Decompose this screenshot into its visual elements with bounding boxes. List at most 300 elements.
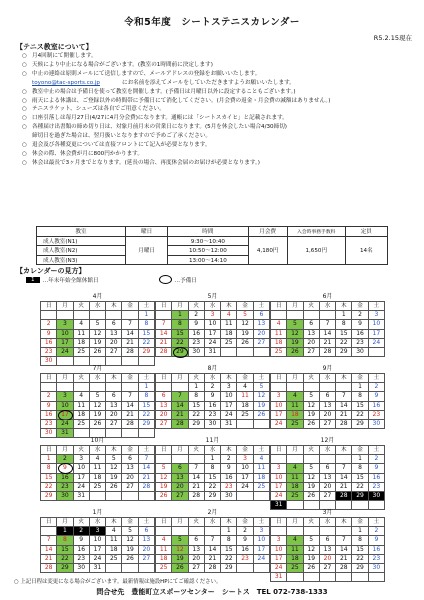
day-cell: 25 (156, 564, 172, 573)
day-cell: 21 (336, 483, 352, 492)
day-cell: 24 (74, 483, 90, 492)
empty-cell (287, 455, 303, 464)
day-cell: 18 (90, 474, 106, 483)
day-cell: 17 (271, 483, 287, 492)
month-calendar (155, 365, 270, 429)
day-cell: 26 (122, 555, 138, 564)
day-cell: 12 (254, 392, 270, 401)
day-cell: 7 (156, 320, 172, 329)
weekday-header: 木 (336, 446, 352, 455)
weekday-header: 土 (139, 518, 155, 527)
day-cell: 18 (254, 474, 270, 483)
day-cell: 16 (237, 546, 253, 555)
empty-cell (287, 311, 303, 320)
rule-text: 中止の連絡は原則メールにて送信しますので、メールアドレスの登録をお願いいたします。 (32, 70, 261, 77)
weekday-header: 月 (287, 446, 303, 455)
day-cell: 6 (156, 392, 172, 401)
day-cell: 15 (41, 474, 57, 483)
weekday-header: 火 (189, 302, 205, 311)
day-cell: 13 (320, 402, 336, 411)
day-cell: 27 (320, 492, 336, 501)
day-cell: 26 (90, 420, 106, 429)
day-cell: 13 (254, 320, 270, 329)
weekday-header: 月 (172, 374, 188, 383)
weekday-header: 土 (254, 302, 270, 311)
empty-cell (320, 527, 336, 536)
day-cell: 12 (304, 546, 320, 555)
day-cell: 16 (57, 474, 73, 483)
day-cell: 30 (221, 492, 237, 501)
rule-item (22, 150, 414, 159)
day-cell: 14 (336, 546, 352, 555)
day-cell: 27 (172, 492, 188, 501)
day-cell: 1 (139, 383, 155, 392)
day-cell: 7 (189, 464, 205, 473)
day-cell: 4 (106, 527, 122, 536)
day-cell: 18 (106, 546, 122, 555)
day-cell: 27 (106, 348, 122, 357)
day-cell: 22 (172, 339, 188, 348)
day-cell: 17 (57, 411, 73, 420)
day-cell: 10 (369, 320, 385, 329)
day-cell: 25 (287, 564, 303, 573)
day-cell: 29 (352, 420, 368, 429)
empty-cell (271, 527, 287, 536)
empty-cell (320, 311, 336, 320)
day-cell: 15 (205, 474, 221, 483)
day-cell: 25 (106, 555, 122, 564)
day-cell: 17 (90, 546, 106, 555)
day-cell: 23 (369, 483, 385, 492)
day-cell: 31 (57, 429, 73, 438)
day-cell: 8 (172, 320, 188, 329)
day-cell: 12 (122, 536, 138, 545)
empty-cell (320, 383, 336, 392)
weekday-header: 木 (221, 302, 237, 311)
day-cell: 17 (237, 474, 253, 483)
day-cell: 11 (156, 546, 172, 555)
month-title: 12月 (320, 437, 335, 444)
day-cell: 30 (369, 420, 385, 429)
footer-note: ○ 上記日程は変更になる場合がございます。最新情報は施設HPにてご確認ください。 (14, 579, 222, 585)
day-cell: 13 (156, 402, 172, 411)
day-cell: 14 (336, 402, 352, 411)
day-cell: 13 (189, 546, 205, 555)
month-calendar (270, 437, 385, 510)
rules-list (22, 52, 414, 168)
month-calendar (270, 365, 385, 429)
day-cell: 30 (57, 492, 73, 501)
day-cell: 6 (304, 320, 320, 329)
day-cell: 10 (57, 330, 73, 339)
empty-cell (106, 492, 122, 501)
day-cell: 22 (139, 339, 155, 348)
weekday-header: 火 (74, 518, 90, 527)
day-cell: 8 (205, 464, 221, 473)
day-cell: 16 (369, 474, 385, 483)
day-cell: 4 (156, 536, 172, 545)
weekday-header: 金 (237, 374, 253, 383)
day-cell: 1 (221, 527, 237, 536)
day-cell: 6 (320, 536, 336, 545)
day-cell: 30 (189, 348, 205, 357)
day-cell: 29 (205, 492, 221, 501)
day-cell: 5 (304, 392, 320, 401)
day-cell: 25 (287, 492, 303, 501)
empty-cell (336, 527, 352, 536)
day-cell: 20 (304, 339, 320, 348)
day-cell: 2 (205, 383, 221, 392)
empty-cell (320, 573, 336, 582)
day-cell: 19 (304, 555, 320, 564)
day-cell: 17 (205, 330, 221, 339)
page-title: 令和5年度 シートステニスカレンダー (124, 17, 300, 28)
weekday-header: 土 (369, 374, 385, 383)
day-cell: 29 (139, 348, 155, 357)
day-cell: 3 (221, 383, 237, 392)
day-cell: 11 (221, 320, 237, 329)
weekday-header: 金 (122, 446, 138, 455)
day-cell: 12 (172, 546, 188, 555)
day-cell: 27 (156, 420, 172, 429)
day-cell: 21 (336, 555, 352, 564)
month-calendar (270, 293, 385, 357)
day-cell: 4 (271, 320, 287, 329)
day-cell: 18 (74, 339, 90, 348)
fee-header-day: 曜日 (126, 227, 168, 237)
day-cell: 30 (41, 429, 57, 438)
day-cell: 30 (352, 348, 368, 357)
weekday-header: 水 (90, 374, 106, 383)
empty-cell (106, 383, 122, 392)
empty-cell (271, 311, 287, 320)
day-cell: 16 (189, 330, 205, 339)
rule-bullet: ○ (22, 53, 27, 59)
month-title: 8月 (207, 365, 218, 372)
school-heading: 【テニス教室について】 (16, 43, 93, 51)
day-cell: 9 (41, 402, 57, 411)
day-cell: 9 (369, 464, 385, 473)
closed-day-swatch: 1 (26, 277, 40, 283)
day-cell: 6 (139, 527, 155, 536)
empty-cell (122, 383, 138, 392)
rule-text: テニスラケット、シューズは各自でご用意ください。 (32, 106, 165, 113)
day-cell: 27 (320, 564, 336, 573)
day-cell: 28 (205, 564, 221, 573)
day-cell: 3 (90, 527, 106, 536)
weekday-header: 木 (221, 374, 237, 383)
rule-bullet: ○ (22, 70, 27, 77)
empty-cell (237, 564, 253, 573)
weekday-header: 金 (237, 518, 253, 527)
day-cell: 19 (237, 330, 253, 339)
empty-cell (287, 573, 303, 582)
rule-bullet: ○ (22, 142, 27, 149)
day-cell: 15 (336, 330, 352, 339)
day-cell: 12 (106, 464, 122, 473)
day-cell: 7 (336, 464, 352, 473)
rule-item (22, 132, 414, 141)
legend (26, 275, 197, 284)
weekday-header: 火 (74, 302, 90, 311)
fee-class: 成人教室(N3) (37, 255, 126, 265)
day-cell: 5 (287, 320, 303, 329)
rule-text: 口座引落しは毎月27日(4/27に4月分会費)になります。通帳には「シートスカイヒ」と記載されます。 (32, 115, 288, 122)
rule-item (22, 97, 414, 106)
empty-cell (122, 564, 138, 573)
day-cell: 8 (57, 536, 73, 545)
weekday-header: 金 (237, 302, 253, 311)
day-cell: 5 (156, 464, 172, 473)
weekday-header: 土 (369, 518, 385, 527)
day-cell: 28 (122, 420, 138, 429)
day-cell: 28 (41, 564, 57, 573)
empty-cell (41, 311, 57, 320)
day-cell: 21 (41, 555, 57, 564)
weekday-header: 土 (369, 302, 385, 311)
day-cell: 7 (122, 392, 138, 401)
day-cell: 8 (189, 392, 205, 401)
empty-cell (156, 455, 172, 464)
month-title: 5月 (207, 293, 218, 300)
day-cell: 9 (237, 536, 253, 545)
empty-cell (320, 455, 336, 464)
month-calendar (155, 293, 270, 357)
day-cell: 7 (122, 320, 138, 329)
fee-admission: 1,650円 (287, 236, 345, 265)
day-cell: 29 (352, 492, 368, 501)
day-cell: 1 (352, 527, 368, 536)
weekday-header: 金 (237, 446, 253, 455)
day-cell: 9 (369, 536, 385, 545)
day-cell: 12 (237, 320, 253, 329)
empty-cell (271, 455, 287, 464)
weekday-header: 木 (106, 302, 122, 311)
day-cell: 7 (336, 536, 352, 545)
day-cell: 23 (369, 411, 385, 420)
day-cell: 21 (336, 411, 352, 420)
day-cell: 21 (122, 411, 138, 420)
day-cell: 10 (205, 320, 221, 329)
day-cell: 24 (57, 420, 73, 429)
empty-cell (156, 311, 172, 320)
weekday-header: 水 (90, 518, 106, 527)
weekday-header: 火 (304, 446, 320, 455)
month-title: 3月 (322, 509, 333, 516)
day-cell: 19 (106, 474, 122, 483)
day-cell: 13 (139, 536, 155, 545)
weekday-header: 月 (287, 518, 303, 527)
day-cell: 14 (122, 330, 138, 339)
weekday-header: 木 (336, 518, 352, 527)
day-cell: 20 (106, 339, 122, 348)
day-cell: 14 (172, 402, 188, 411)
empty-cell (41, 527, 57, 536)
day-cell: 11 (287, 402, 303, 411)
rule-text: 休会は最長で3ヶ月までとなります。(延長の場合、再度休会届のお届けが必要となります。) (32, 159, 260, 166)
day-cell: 26 (304, 492, 320, 501)
day-cell: 1 (205, 455, 221, 464)
day-cell: 2 (74, 527, 90, 536)
month-title: 7月 (92, 365, 103, 372)
weekday-header: 金 (122, 518, 138, 527)
day-cell: 3 (205, 311, 221, 320)
day-cell: 24 (205, 339, 221, 348)
day-cell: 1 (172, 311, 188, 320)
day-cell: 31 (74, 492, 90, 501)
empty-cell (304, 455, 320, 464)
day-cell: 28 (156, 348, 172, 357)
closed-day-label: …年末年始全館休館日 (42, 277, 99, 284)
fee-time: 13:00〜14:10 (168, 255, 248, 265)
day-cell: 14 (139, 464, 155, 473)
day-cell: 12 (90, 330, 106, 339)
day-cell: 4 (287, 536, 303, 545)
day-cell: 31 (271, 573, 287, 582)
day-cell: 8 (139, 320, 155, 329)
day-cell: 19 (287, 339, 303, 348)
weekday-header: 木 (221, 446, 237, 455)
day-cell: 26 (304, 564, 320, 573)
weekday-header: 月 (287, 374, 303, 383)
day-cell: 7 (41, 536, 57, 545)
month-title: 1月 (92, 509, 103, 516)
empty-cell (139, 492, 155, 501)
day-cell: 2 (237, 527, 253, 536)
day-cell: 20 (172, 483, 188, 492)
day-cell: 29 (41, 492, 57, 501)
day-cell: 13 (320, 474, 336, 483)
weekday-header: 木 (106, 518, 122, 527)
day-cell: 27 (139, 555, 155, 564)
day-cell: 1 (352, 455, 368, 464)
month-calendar (40, 293, 155, 366)
empty-cell (57, 383, 73, 392)
day-cell: 12 (90, 402, 106, 411)
day-cell: 18 (156, 555, 172, 564)
day-cell: 2 (57, 455, 73, 464)
day-cell: 22 (336, 339, 352, 348)
day-cell: 6 (106, 392, 122, 401)
day-cell: 19 (90, 411, 106, 420)
day-cell: 23 (57, 483, 73, 492)
empty-cell (122, 492, 138, 501)
day-cell: 11 (90, 464, 106, 473)
day-cell: 30 (41, 357, 57, 366)
empty-cell (304, 573, 320, 582)
empty-cell (156, 383, 172, 392)
empty-cell (172, 527, 188, 536)
day-cell: 3 (254, 527, 270, 536)
day-cell: 1 (336, 311, 352, 320)
day-cell: 21 (205, 555, 221, 564)
day-cell: 14 (336, 474, 352, 483)
day-cell: 31 (221, 420, 237, 429)
day-cell: 18 (74, 411, 90, 420)
revision-date: R5.2.15現在 (373, 34, 412, 42)
empty-cell (336, 383, 352, 392)
rule-text: 教室中止の場合は予備日を使って教室を開催します。(予備日は月曜日以外に設定することもございます。) (32, 88, 296, 95)
rule-text: 月4回制にて開催します。 (32, 53, 97, 59)
day-cell: 20 (320, 555, 336, 564)
day-cell: 4 (287, 464, 303, 473)
fee-class: 成人教室(N2) (37, 246, 126, 256)
day-cell: 1 (41, 455, 57, 464)
empty-cell (205, 527, 221, 536)
day-cell: 24 (369, 339, 385, 348)
day-cell: 19 (156, 483, 172, 492)
day-cell: 25 (90, 483, 106, 492)
rule-bullet: ○ (22, 150, 27, 157)
weekday-header: 木 (221, 518, 237, 527)
day-cell: 23 (369, 555, 385, 564)
empty-cell (254, 348, 270, 357)
day-cell: 3 (271, 536, 287, 545)
day-cell: 28 (172, 420, 188, 429)
day-cell: 30 (369, 564, 385, 573)
day-cell: 5 (304, 464, 320, 473)
day-cell: 5 (254, 383, 270, 392)
day-cell: 8 (139, 392, 155, 401)
day-cell: 15 (139, 402, 155, 411)
day-cell: 27 (189, 564, 205, 573)
day-cell: 19 (90, 339, 106, 348)
day-cell: 10 (271, 402, 287, 411)
empty-cell (254, 420, 270, 429)
day-cell: 16 (74, 546, 90, 555)
month-title: 9月 (322, 365, 333, 372)
day-cell: 29 (336, 348, 352, 357)
day-cell: 3 (271, 464, 287, 473)
fee-day: 月曜日 (126, 236, 168, 265)
day-cell: 24 (57, 348, 73, 357)
rule-text: 休会の際、休会費が月に800円かかります。 (32, 150, 143, 157)
empty-cell (254, 564, 270, 573)
day-cell: 21 (139, 474, 155, 483)
weekday-header: 土 (139, 302, 155, 311)
day-cell: 24 (90, 555, 106, 564)
empty-cell (90, 311, 106, 320)
weekday-header: 火 (74, 374, 90, 383)
email-link[interactable]: toyono@tac-sports.co.jp (32, 79, 100, 86)
day-cell: 27 (320, 420, 336, 429)
rule-bullet: ○ (22, 88, 27, 95)
day-cell: 29 (189, 420, 205, 429)
weekday-header: 木 (336, 302, 352, 311)
weekday-header: 金 (352, 518, 368, 527)
day-cell: 7 (139, 455, 155, 464)
empty-cell (304, 527, 320, 536)
rule-bullet: ○ (22, 97, 27, 104)
empty-cell (336, 573, 352, 582)
day-cell: 22 (139, 411, 155, 420)
weekday-header: 日 (41, 446, 57, 455)
day-cell: 29 (172, 348, 188, 357)
day-cell: 23 (352, 339, 368, 348)
day-cell: 23 (237, 555, 253, 564)
fee-time: 9:30〜10:40 (168, 236, 248, 246)
day-cell: 26 (90, 348, 106, 357)
weekday-header: 日 (156, 446, 172, 455)
weekday-header: 水 (205, 374, 221, 383)
day-cell: 17 (271, 555, 287, 564)
empty-cell (57, 311, 73, 320)
day-cell: 6 (189, 536, 205, 545)
day-cell: 15 (172, 330, 188, 339)
rule-bullet: ○ (22, 115, 27, 122)
day-cell: 17 (254, 546, 270, 555)
day-cell: 15 (352, 546, 368, 555)
